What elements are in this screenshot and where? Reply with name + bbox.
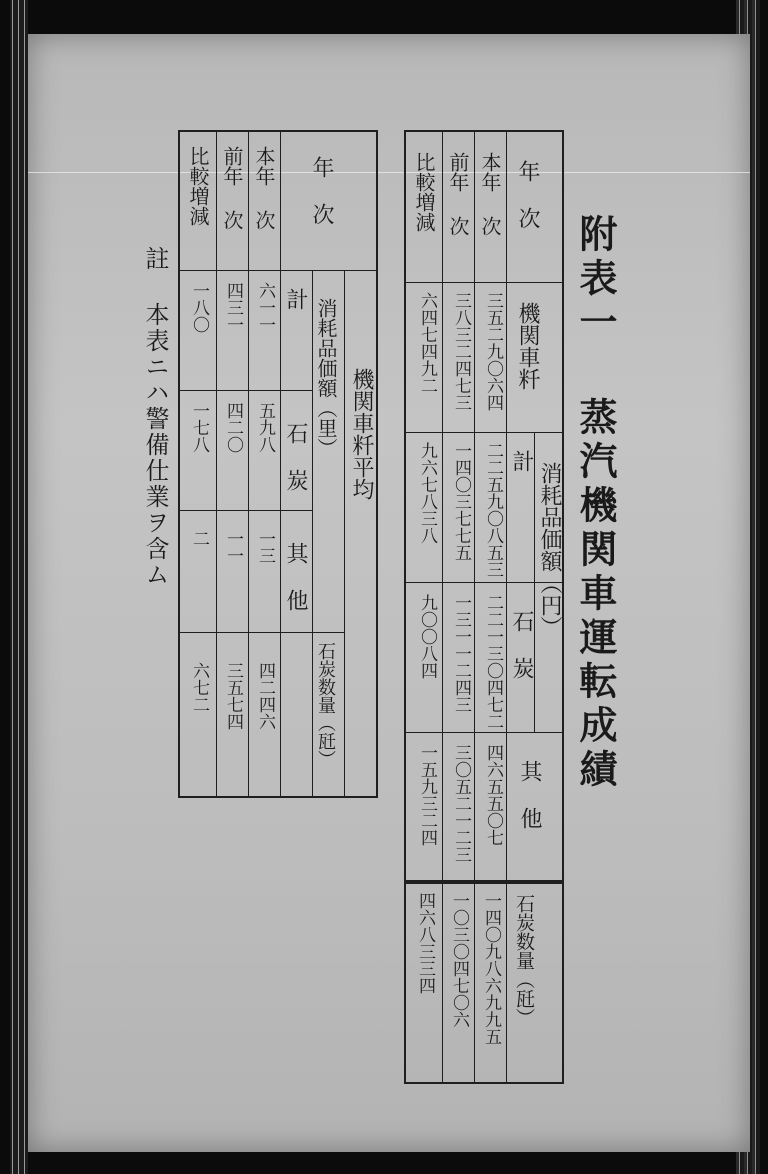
loco-km-diff: 六四七四九二 bbox=[417, 292, 437, 394]
page-title: 附表一 蒸汽機関車運転成績 bbox=[573, 214, 618, 793]
left-coal-qty-diff: 六七二 bbox=[189, 662, 209, 713]
other-current: 四六五五〇七 bbox=[483, 744, 503, 846]
other-diff: 一五九三二四 bbox=[417, 744, 437, 846]
row-line bbox=[406, 432, 562, 433]
left-coal-diff: 一七八 bbox=[189, 402, 209, 453]
col-line bbox=[474, 132, 475, 882]
header-loco-km: 機関車粁 bbox=[515, 302, 540, 390]
left-row-label-diff: 比較増減 bbox=[186, 146, 210, 226]
row-label-previous: 前年 次 bbox=[446, 152, 470, 236]
loco-km-current: 三五二九〇六四 bbox=[483, 292, 503, 411]
left-coal-previous: 四二〇 bbox=[223, 402, 243, 453]
row-label-diff: 比較増減 bbox=[412, 152, 436, 232]
scan-artifact-line bbox=[28, 172, 750, 173]
left-header-coal: 石 炭 bbox=[283, 422, 308, 491]
left-header-year: 年 次 bbox=[309, 156, 334, 225]
col-line bbox=[312, 270, 313, 796]
col-line bbox=[344, 270, 345, 796]
left-row-label-current: 本年 次 bbox=[252, 146, 276, 230]
left-header-consumption: 消耗品価額（里） bbox=[314, 298, 338, 458]
header-coal: 石 炭 bbox=[509, 610, 534, 679]
left-total-previous: 四三一 bbox=[223, 282, 243, 333]
coal-diff: 九〇〇八四 bbox=[417, 594, 437, 679]
header-other: 其 他 bbox=[517, 760, 542, 829]
left-table bbox=[178, 130, 378, 798]
row-label-current: 本年 次 bbox=[478, 152, 502, 236]
header-total: 計 bbox=[509, 450, 534, 472]
col-line bbox=[474, 882, 475, 1082]
row-line bbox=[180, 270, 376, 271]
col-line bbox=[248, 132, 249, 796]
left-total-diff: 一八〇 bbox=[189, 282, 209, 333]
left-other-previous: 一一 bbox=[223, 530, 243, 564]
col-line bbox=[280, 132, 281, 796]
coal-qty-previous: 一〇三〇四七〇六 bbox=[449, 892, 469, 1028]
left-coal-current: 五九八 bbox=[255, 402, 275, 453]
coal-qty-current: 一四〇九八六九九五 bbox=[481, 892, 501, 1045]
col-line bbox=[442, 882, 443, 1082]
loco-km-previous: 三八三二四七三 bbox=[451, 292, 471, 411]
left-row-label-previous: 前年 次 bbox=[220, 146, 244, 230]
col-line bbox=[442, 132, 443, 882]
left-header-avg: 機関車粁平均 bbox=[349, 368, 374, 500]
row-line bbox=[180, 390, 312, 391]
header-coal-qty: 石炭数量（瓩） bbox=[513, 894, 535, 1027]
col-line bbox=[216, 132, 217, 796]
row-line bbox=[180, 632, 344, 633]
left-header-total: 計 bbox=[283, 288, 308, 310]
film-edge-left bbox=[10, 0, 28, 1174]
total-previous: 一四〇三七七五 bbox=[451, 442, 471, 561]
left-header-other: 其 他 bbox=[283, 542, 308, 611]
right-table bbox=[404, 130, 564, 884]
left-total-current: 六一一 bbox=[255, 282, 275, 333]
total-diff: 九六七八三八 bbox=[417, 442, 437, 544]
left-other-current: 一三 bbox=[255, 530, 275, 564]
document-page bbox=[28, 34, 750, 1152]
footnote: 註 本表ニハ警備仕業ヲ含ム bbox=[141, 246, 169, 588]
group-line bbox=[534, 432, 535, 732]
coal-current: 二二一三〇四七二 bbox=[483, 594, 503, 730]
col-line bbox=[506, 132, 507, 882]
coal-qty-diff: 四六八三三四 bbox=[415, 892, 435, 994]
left-header-coal-qty: 石炭数量（瓩） bbox=[315, 642, 336, 768]
other-previous: 三〇五二一二三 bbox=[451, 744, 471, 863]
col-line bbox=[506, 882, 507, 1082]
header-consumption: 消耗品価額（円） bbox=[537, 462, 562, 638]
row-line bbox=[180, 510, 312, 511]
left-other-diff: 二 bbox=[189, 530, 209, 547]
right-table-coal-qty bbox=[404, 880, 564, 1084]
total-current: 二二五九〇八五三 bbox=[483, 442, 503, 578]
row-line bbox=[406, 732, 562, 733]
coal-previous: 一三一一二四三 bbox=[451, 594, 471, 713]
left-coal-qty-previous: 三五七四 bbox=[223, 662, 243, 730]
header-year: 年 次 bbox=[515, 160, 540, 229]
left-coal-qty-current: 四二四六 bbox=[255, 662, 275, 730]
row-line bbox=[406, 282, 562, 283]
